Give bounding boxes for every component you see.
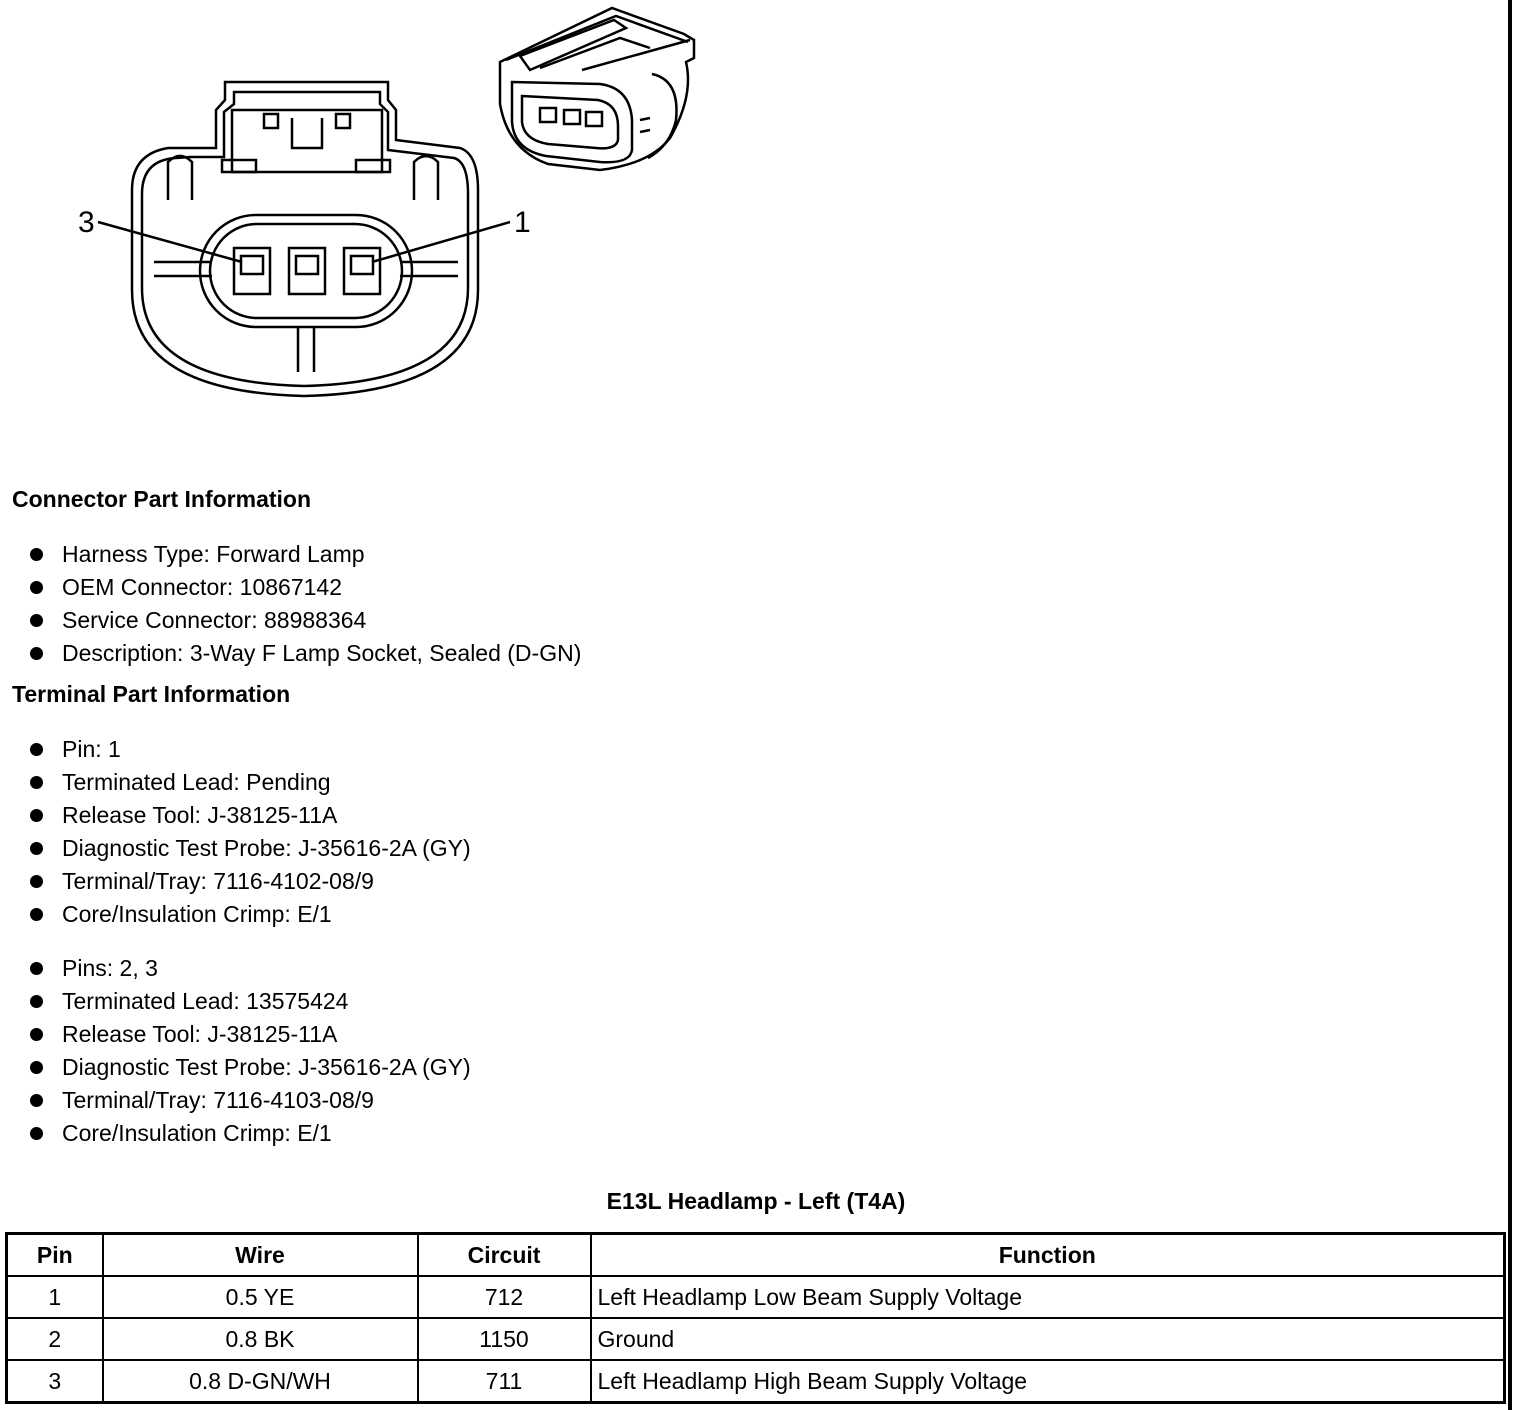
pinout-table	[5, 1232, 1506, 1404]
list-item: Terminated Lead: 13575424	[30, 985, 471, 1018]
list-item: Terminated Lead: Pending	[30, 766, 471, 799]
cell-function: Left Headlamp Low Beam Supply Voltage	[591, 1276, 1505, 1318]
table-row	[7, 1360, 1505, 1403]
column-header-wire: Wire	[103, 1234, 418, 1277]
list-item: Pins: 2, 3	[30, 952, 471, 985]
terminal-info-list-pin1	[30, 733, 471, 931]
list-item: Service Connector: 88988364	[30, 604, 581, 637]
terminal-info-list-pins-2-3	[30, 952, 471, 1150]
list-item: Core/Insulation Crimp: E/1	[30, 1117, 471, 1150]
list-item: OEM Connector: 10867142	[30, 571, 581, 604]
list-item: Terminal/Tray: 7116-4103-08/9	[30, 1084, 471, 1117]
pinout-table-title: E13L Headlamp - Left (T4A)	[606, 1188, 906, 1214]
connector-face-view	[98, 82, 510, 396]
list-item: Harness Type: Forward Lamp	[30, 538, 581, 571]
table-row	[7, 1318, 1505, 1360]
cell-circuit: 711	[418, 1360, 591, 1403]
list-item: Pin: 1	[30, 733, 471, 766]
list-item: Description: 3-Way F Lamp Socket, Sealed (D-GN)	[30, 637, 581, 670]
cell-wire: 0.5 YE	[103, 1276, 418, 1318]
list-item: Release Tool: J-38125-11A	[30, 799, 471, 832]
column-header-function: Function	[591, 1234, 1505, 1277]
cell-pin: 2	[7, 1318, 103, 1360]
connector-info-list	[30, 538, 581, 670]
pin-1-label: 1	[514, 206, 531, 239]
cell-function: Left Headlamp High Beam Supply Voltage	[591, 1360, 1505, 1403]
list-item: Diagnostic Test Probe: J-35616-2A (GY)	[30, 1051, 471, 1084]
cell-pin: 3	[7, 1360, 103, 1403]
table-row	[7, 1276, 1505, 1318]
cell-wire: 0.8 BK	[103, 1318, 418, 1360]
terminal-info-heading: Terminal Part Information	[12, 681, 291, 707]
cell-circuit: 1150	[418, 1318, 591, 1360]
cell-function: Ground	[591, 1318, 1505, 1360]
column-header-circuit: Circuit	[418, 1234, 591, 1277]
list-item: Diagnostic Test Probe: J-35616-2A (GY)	[30, 832, 471, 865]
cell-wire: 0.8 D-GN/WH	[103, 1360, 418, 1403]
connector-diagram	[0, 0, 760, 420]
pin-3-label: 3	[78, 206, 95, 239]
list-item: Core/Insulation Crimp: E/1	[30, 898, 471, 931]
cell-pin: 1	[7, 1276, 103, 1318]
connector-info-heading: Connector Part Information	[12, 486, 312, 512]
table-header-row	[7, 1234, 1505, 1277]
cell-circuit: 712	[418, 1276, 591, 1318]
connector-isometric-view	[500, 8, 694, 170]
list-item: Terminal/Tray: 7116-4102-08/9	[30, 865, 471, 898]
list-item: Release Tool: J-38125-11A	[30, 1018, 471, 1051]
column-header-pin: Pin	[7, 1234, 103, 1277]
